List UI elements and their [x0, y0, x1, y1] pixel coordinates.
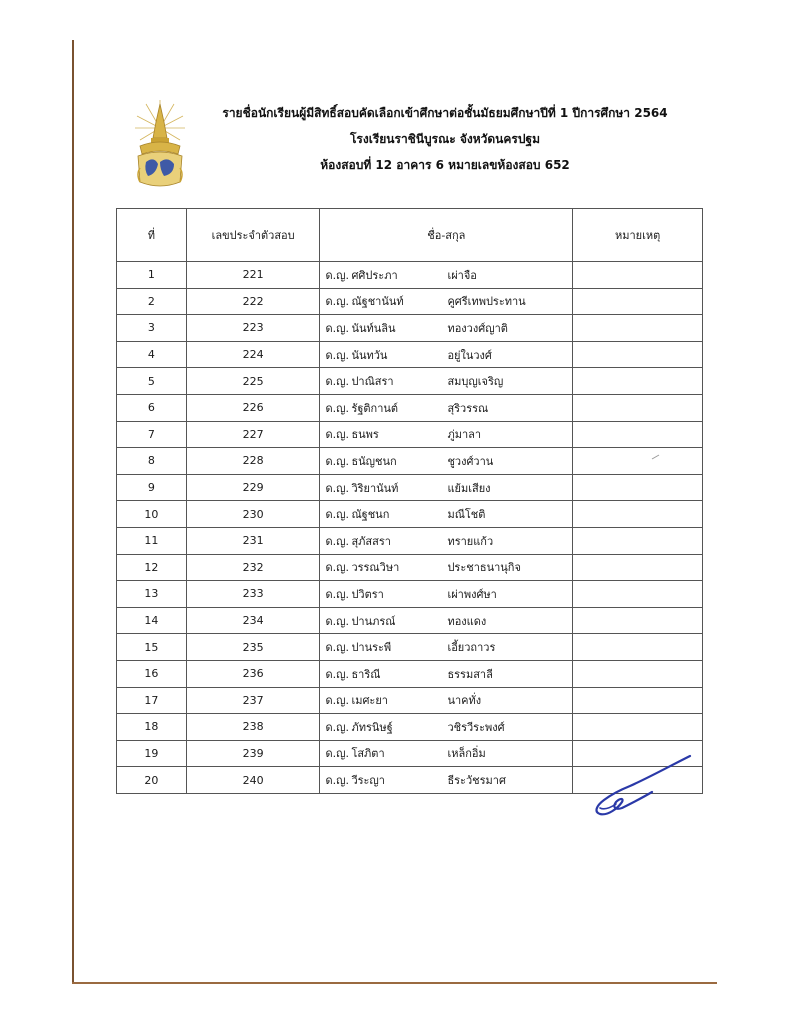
- table-row: [117, 368, 703, 395]
- last-name: ประชาธนานุกิจ: [447, 561, 521, 575]
- last-name: ทองวงศ์ญาติ: [447, 321, 508, 335]
- cell-exam-id: 238: [186, 714, 320, 741]
- cell-name: [320, 368, 573, 395]
- cell-no: 6: [117, 394, 187, 421]
- cell-exam-id: 236: [186, 660, 320, 687]
- table-row: [117, 262, 703, 289]
- cell-remark: [573, 527, 703, 554]
- table-row: [117, 607, 703, 634]
- last-name: ชูวงศ์วาน: [447, 454, 494, 468]
- last-name: ทรายแก้ว: [447, 534, 494, 548]
- header-name: ชื่อ-สกุล: [320, 209, 573, 262]
- cell-remark: [573, 554, 703, 581]
- cell-remark: [573, 634, 703, 661]
- document-header: [200, 100, 690, 178]
- name-prefix: ด.ญ.: [325, 774, 349, 788]
- first-name: วีระญา: [351, 774, 385, 788]
- cell-name: [320, 554, 573, 581]
- cell-no: 20: [117, 767, 187, 794]
- cell-name: [320, 341, 573, 368]
- cell-no: 14: [117, 607, 187, 634]
- cell-name: [320, 288, 573, 315]
- first-name: ปาณิสรา: [351, 375, 394, 389]
- header-remark: หมายเหตุ: [573, 209, 703, 262]
- first-name: สุภัสสรา: [351, 534, 391, 548]
- name-prefix: ด.ญ.: [325, 747, 349, 761]
- cell-exam-id: 228: [186, 448, 320, 475]
- cell-name: [320, 262, 573, 289]
- name-prefix: ด.ญ.: [325, 667, 349, 681]
- last-name: อยู่ในวงศ์: [447, 348, 492, 362]
- name-prefix: ด.ญ.: [325, 614, 349, 628]
- first-name: รัฐติกานต์: [351, 401, 399, 415]
- cell-name: [320, 740, 573, 767]
- cell-exam-id: 222: [186, 288, 320, 315]
- name-prefix: ด.ญ.: [325, 587, 349, 601]
- cell-name: [320, 767, 573, 794]
- cell-name: [320, 394, 573, 421]
- cell-exam-id: 240: [186, 767, 320, 794]
- last-name: ธีระวัชรมาศ: [447, 774, 506, 788]
- first-name: ภัทรนิษฐ์: [351, 720, 393, 734]
- cell-remark: [573, 714, 703, 741]
- name-prefix: ด.ญ.: [325, 375, 349, 389]
- last-name: เอี้ยวถาวร: [447, 641, 496, 655]
- title-line-1: รายชื่อนักเรียนผู้มีสิทธิ์สอบคัดเลือกเข้าศึกษาต่อชั้นมัธยมศึกษาปีที่ 1 ปีการศึกษา 2564: [222, 106, 668, 120]
- cell-no: 18: [117, 714, 187, 741]
- cell-remark: [573, 501, 703, 528]
- table-header-row: [117, 209, 703, 262]
- table-row: [117, 394, 703, 421]
- table-row: [117, 341, 703, 368]
- cell-remark: [573, 368, 703, 395]
- last-name: แย้มเสียง: [447, 481, 491, 495]
- last-name: เผ่าพงศ์ษา: [447, 587, 497, 601]
- cell-no: 7: [117, 421, 187, 448]
- name-prefix: ด.ญ.: [325, 694, 349, 708]
- first-name: ปานระพี: [351, 641, 392, 655]
- cell-no: 5: [117, 368, 187, 395]
- first-name: นันทวัน: [351, 348, 388, 362]
- first-name: ศศิประภา: [351, 268, 398, 282]
- last-name: นาคทั่ง: [447, 694, 482, 708]
- cell-exam-id: 237: [186, 687, 320, 714]
- name-prefix: ด.ญ.: [325, 348, 349, 362]
- student-roster-table: [116, 208, 703, 794]
- last-name: ภู่มาลา: [447, 428, 482, 442]
- header-exam-id: เลขประจำตัวสอบ: [186, 209, 320, 262]
- cell-no: 9: [117, 474, 187, 501]
- cell-exam-id: 221: [186, 262, 320, 289]
- cell-remark: [573, 687, 703, 714]
- cell-name: [320, 687, 573, 714]
- cell-exam-id: 231: [186, 527, 320, 554]
- cell-remark: [573, 448, 703, 475]
- cell-exam-id: 223: [186, 315, 320, 342]
- title-line-3: ห้องสอบที่ 12 อาคาร 6 หมายเลขห้องสอบ 652: [320, 158, 570, 172]
- first-name: นันท์นลิน: [351, 321, 396, 335]
- first-name: ณัฐชนก: [351, 508, 390, 522]
- paper-edge-bottom: [72, 982, 717, 984]
- cell-no: 8: [117, 448, 187, 475]
- cell-exam-id: 229: [186, 474, 320, 501]
- cell-remark: [573, 315, 703, 342]
- cell-exam-id: 225: [186, 368, 320, 395]
- name-prefix: ด.ญ.: [325, 508, 349, 522]
- table-row: [117, 687, 703, 714]
- table-body: [117, 262, 703, 794]
- last-name: เหล็กอิ่ม: [447, 747, 486, 761]
- first-name: ธาริณี: [351, 667, 381, 681]
- cell-name: [320, 607, 573, 634]
- first-name: ปวิตรา: [351, 587, 384, 601]
- name-prefix: ด.ญ.: [325, 534, 349, 548]
- first-name: ธนัญชนก: [351, 454, 397, 468]
- name-prefix: ด.ญ.: [325, 481, 349, 495]
- cell-no: 2: [117, 288, 187, 315]
- cell-remark: [573, 581, 703, 608]
- name-prefix: ด.ญ.: [325, 720, 349, 734]
- table-row: [117, 421, 703, 448]
- cell-no: 16: [117, 660, 187, 687]
- cell-no: 1: [117, 262, 187, 289]
- first-name: ธนพร: [351, 428, 379, 442]
- cell-no: 12: [117, 554, 187, 581]
- cell-exam-id: 235: [186, 634, 320, 661]
- first-name: เมศะยา: [351, 694, 388, 708]
- cell-name: [320, 660, 573, 687]
- cell-remark: [573, 341, 703, 368]
- first-name: โสภิตา: [351, 747, 385, 761]
- header-no: ที่: [117, 209, 187, 262]
- cell-remark: [573, 288, 703, 315]
- table-row: [117, 448, 703, 475]
- first-name: ปานภรณ์: [351, 614, 396, 628]
- first-name: วิริยานันท์: [351, 481, 399, 495]
- title-line-2: โรงเรียนราชินีบูรณะ จังหวัดนครปฐม: [349, 132, 541, 146]
- signature-mark: [590, 752, 696, 822]
- table-row: [117, 554, 703, 581]
- cell-no: 11: [117, 527, 187, 554]
- name-prefix: ด.ญ.: [325, 641, 349, 655]
- last-name: ทองแดง: [447, 614, 487, 628]
- cell-no: 13: [117, 581, 187, 608]
- name-prefix: ด.ญ.: [325, 401, 349, 415]
- cell-name: [320, 634, 573, 661]
- name-prefix: ด.ญ.: [325, 295, 349, 309]
- cell-name: [320, 448, 573, 475]
- table-row: [117, 634, 703, 661]
- last-name: มณีโชติ: [447, 508, 486, 522]
- stray-pen-mark: [650, 446, 662, 454]
- last-name: คูศรีเทพประทาน: [447, 295, 526, 309]
- cell-remark: [573, 474, 703, 501]
- cell-name: [320, 527, 573, 554]
- cell-no: 15: [117, 634, 187, 661]
- last-name: ธรรมสาลี: [447, 667, 493, 681]
- cell-name: [320, 501, 573, 528]
- table-row: [117, 288, 703, 315]
- table-row: [117, 714, 703, 741]
- table-row: [117, 581, 703, 608]
- last-name: เผ่าจือ: [447, 268, 477, 282]
- table-row: [117, 501, 703, 528]
- cell-no: 19: [117, 740, 187, 767]
- cell-remark: [573, 394, 703, 421]
- cell-no: 4: [117, 341, 187, 368]
- last-name: สุริวรรณ: [447, 401, 489, 415]
- cell-no: 17: [117, 687, 187, 714]
- last-name: สมบุญเจริญ: [447, 375, 504, 389]
- cell-exam-id: 234: [186, 607, 320, 634]
- cell-exam-id: 232: [186, 554, 320, 581]
- cell-exam-id: 239: [186, 740, 320, 767]
- name-prefix: ด.ญ.: [325, 428, 349, 442]
- cell-remark: [573, 421, 703, 448]
- cell-remark: [573, 660, 703, 687]
- table-row: [117, 527, 703, 554]
- table-row: [117, 474, 703, 501]
- cell-exam-id: 233: [186, 581, 320, 608]
- name-prefix: ด.ญ.: [325, 321, 349, 335]
- cell-exam-id: 224: [186, 341, 320, 368]
- cell-exam-id: 227: [186, 421, 320, 448]
- table-row: [117, 660, 703, 687]
- cell-name: [320, 315, 573, 342]
- first-name: วรรณวิษา: [351, 561, 400, 575]
- cell-remark: [573, 262, 703, 289]
- cell-name: [320, 581, 573, 608]
- first-name: ณัฐชานันท์: [351, 295, 404, 309]
- cell-name: [320, 714, 573, 741]
- last-name: วชิรวีระพงศ์: [447, 720, 505, 734]
- name-prefix: ด.ญ.: [325, 268, 349, 282]
- name-prefix: ด.ญ.: [325, 454, 349, 468]
- table-row: [117, 315, 703, 342]
- cell-name: [320, 421, 573, 448]
- cell-exam-id: 230: [186, 501, 320, 528]
- cell-no: 3: [117, 315, 187, 342]
- cell-remark: [573, 607, 703, 634]
- school-emblem-icon: [134, 98, 186, 190]
- name-prefix: ด.ญ.: [325, 561, 349, 575]
- cell-name: [320, 474, 573, 501]
- cell-exam-id: 226: [186, 394, 320, 421]
- cell-no: 10: [117, 501, 187, 528]
